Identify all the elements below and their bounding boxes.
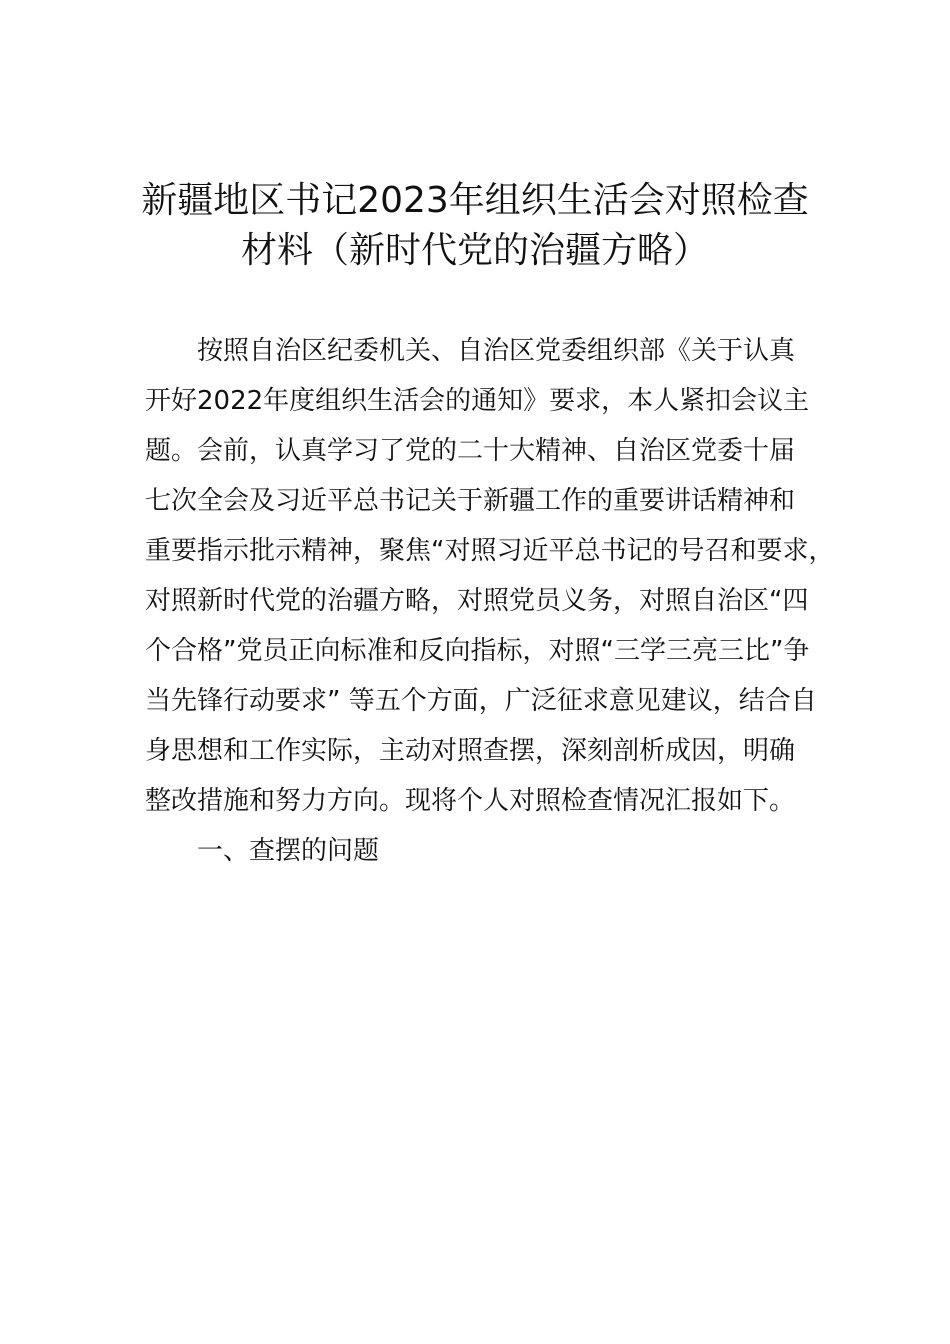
paragraph-line: 七次全会及习近平总书记关于新疆工作的重要讲话精神和 [145, 486, 796, 516]
paragraph-line: 开好2022年度组织生活会的通知》要求，本人紧扣会议主 [145, 386, 810, 416]
title-line-2: 材料（新时代党的治疆方略） [240, 230, 709, 271]
document-title [0, 176, 950, 276]
paragraph-line: 对照新时代党的治疆方略，对照党员义务，对照自治区“四 [145, 586, 809, 616]
paragraph-line: 重要指示批示精神，聚焦“对照习近平总书记的号召和要求， [145, 536, 835, 566]
document-body [145, 326, 835, 876]
paragraph-line: 按照自治区纪委机关、自治区党委组织部《关于认真 [197, 336, 796, 366]
section-heading: 一、查摆的问题 [197, 836, 380, 866]
paragraph-line: 个合格”党员正向标准和反向指标，对照“三学三亮三比”争 [145, 636, 810, 666]
title-line-1: 新疆地区书记2023年组织生活会对照检查 [141, 180, 809, 221]
paragraph-line: 当先锋行动要求” 等五个方面，广泛征求意见建议，结合自 [145, 686, 817, 716]
paragraph-line: 整改措施和努力方向。现将个人对照检查情况汇报如下。 [145, 786, 796, 816]
paragraph-line: 题。会前，认真学习了党的二十大精神、自治区党委十届 [145, 436, 796, 466]
paragraph-line: 身思想和工作实际，主动对照查摆，深刻剖析成因，明确 [145, 736, 796, 766]
